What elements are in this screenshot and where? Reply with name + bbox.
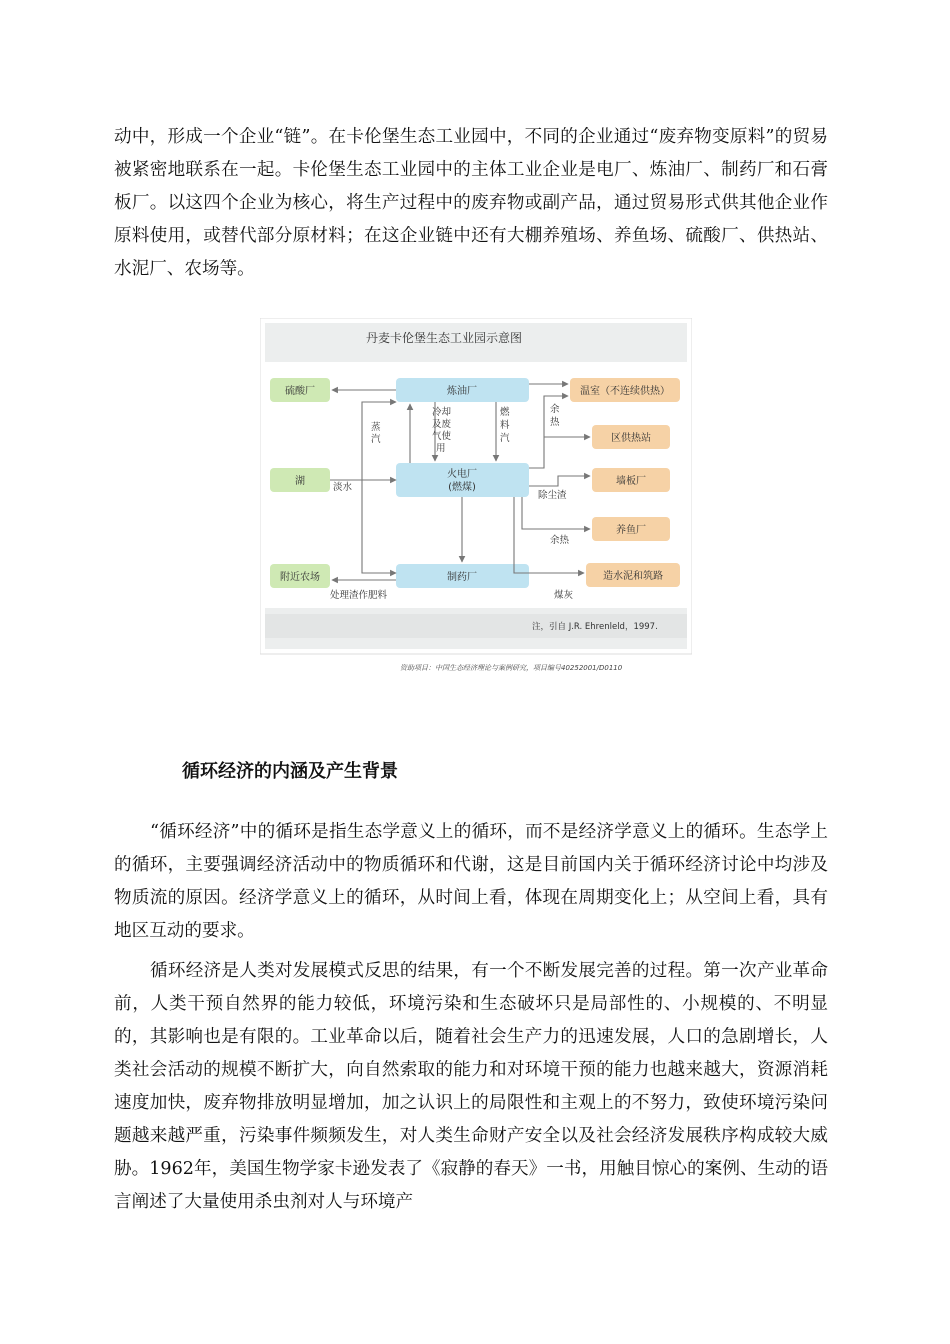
paragraph-background: 循环经济是人类对发展模式反思的结果，有一个不断发展完善的过程。第一次产业革命前，人类干预自然界的能力较低，环境污染和生态破坏只是局部性的、小规模的、不明显的，其影响也是有限的。工业革命以后，随着社会生产力的迅速发展，人口的急剧增长，人类社会活动的规模不断扩大，向自然索取的能力和对环境干预的能力也越来越大，资源消耗速度加快，废弃物排放明显增加，加之认识上的局限性和主观上的不努力，致使环境污染问题越来越严重，污染事件频频发生，对人类生命财产安全以及社会经济发展秩序构成较大威胁。1962年，美国生物学家卡逊发表了《寂静的春天》一书，用触目惊心的案例、生动的语言阐述了大量使用杀虫剂对人与环境产 — [114, 961, 828, 1212]
kalundborg-diagram — [260, 318, 692, 678]
section-heading: 循环经济的内涵及产生背景 — [182, 761, 398, 782]
fuel-label-2: 料 — [500, 420, 510, 431]
cooling-label-3: 气使 — [432, 431, 452, 442]
diagram-note: 注，引自 J.R. Ehrenleld，1997. — [532, 622, 658, 632]
dust-residue-label: 除尘渣 — [538, 490, 567, 501]
paragraph-definition: “循环经济”中的循环是指生态学意义上的循环，而不是经济学意义上的循环。生态学上的循环，主要强调经济活动中的物质循环和代谢，这是目前国内关于循环经济讨论中均涉及物质流的原因。经济学意义上的循环，从时间上看，体现在周期变化上；从空间上看，具有地区互动的要求。 — [114, 822, 828, 941]
waste-heat-top-1: 余 — [550, 404, 560, 415]
cooling-label-2: 及废 — [432, 419, 452, 430]
fish-farm-label: 养鱼厂 — [616, 525, 646, 536]
fuel-label-3: 汽 — [500, 433, 510, 444]
wallboard-label: 墙板厂 — [616, 476, 646, 487]
heating-label: 区供热站 — [611, 433, 651, 444]
power-plant-label: 火电厂 — [447, 469, 477, 480]
diagram-svg — [260, 318, 692, 678]
fresh-water-label: 淡水 — [333, 482, 353, 493]
cooling-label-4: 用 — [436, 443, 446, 454]
cooling-label-1: 冷却 — [432, 407, 452, 418]
paragraph-intro: 动中，形成一个企业“链”。在卡伦堡生态工业园中，不同的企业通过“废弃物变原料”的贸易被紧密地联系在一起。卡伦堡生态工业园中的主体工业企业是电厂、炼油厂、制药厂和石膏板厂。以这四个企业为核心，将生产过程中的废弃物或副产品，通过贸易形式供其他企业作原料使用，或替代部分原材料；在这企业链中还有大棚养殖场、养鱼场、硫酸厂、供热站、水泥厂、农场等。 — [114, 127, 828, 279]
diagram-source: 资助项目：中国生态经济理论与案例研究，项目编号40252001/D0110 — [400, 664, 623, 672]
refinery-label: 炼油厂 — [447, 386, 477, 397]
waste-heat-bottom-label: 余热 — [550, 535, 570, 546]
greenhouse-label: 温室（不连续供热） — [580, 386, 670, 397]
fertilizer-label: 处理渣作肥料 — [330, 590, 388, 601]
farm-label: 附近农场 — [280, 572, 320, 583]
cement-label: 造水泥和筑路 — [603, 571, 663, 582]
coal-ash-label: 煤灰 — [554, 590, 574, 601]
lake-label: 湖 — [295, 476, 305, 487]
steam-label-2: 汽 — [371, 434, 381, 445]
diagram-title: 丹麦卡伦堡生态工业园示意图 — [366, 331, 523, 345]
waste-heat-top-2: 热 — [550, 417, 560, 428]
sulfuric-acid-label: 硫酸厂 — [285, 386, 315, 397]
steam-label-1: 蒸 — [371, 422, 381, 433]
power-plant-fuel-label: (燃煤) — [448, 482, 476, 493]
fuel-label-1: 燃 — [500, 407, 510, 418]
pharma-label: 制药厂 — [447, 572, 477, 583]
